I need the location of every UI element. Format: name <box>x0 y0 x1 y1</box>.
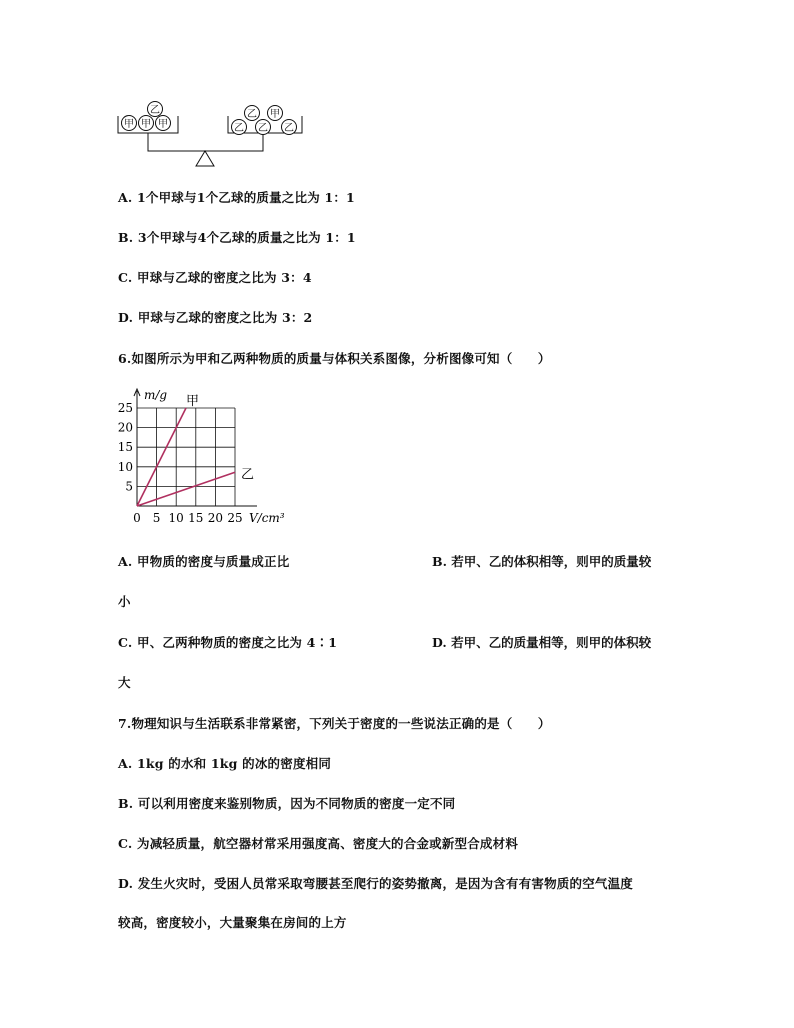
q7-stem: 7.物理知识与生活联系非常紧密，下列关于密度的一些说法正确的是（ ） <box>118 716 551 731</box>
ball-label: 甲 <box>141 119 151 130</box>
fulcrum <box>196 151 214 166</box>
q7-option-c: C. 为减轻质量，航空器材常采用强度高、密度大的合金或新型合成材料 <box>118 836 519 851</box>
x-tick-label: 15 <box>188 511 204 525</box>
q6-option-b: B. 若甲、乙的体积相等，则甲的质量较 <box>432 554 652 569</box>
y-tick-label: 5 <box>125 479 133 494</box>
q5-option-b: B. 3个甲球与4个乙球的质量之比为 1：1 <box>118 230 356 245</box>
x-tick-label: 0 <box>133 511 141 525</box>
q6-option-b-continued: 小 <box>118 594 131 609</box>
x-tick-label: 25 <box>227 511 243 525</box>
balance-figure <box>0 0 794 180</box>
x-tick-label: 5 <box>152 511 161 525</box>
ball-left-2 <box>156 116 171 131</box>
ball-label: 乙 <box>284 123 294 134</box>
q6-option-d-continued: 大 <box>118 675 131 690</box>
q6-option-a: A. 甲物质的密度与质量成正比 <box>118 554 290 569</box>
q7-option-d-continued: 较高，密度较小，大量聚集在房间的上方 <box>118 915 347 930</box>
ball-left-3 <box>148 102 163 117</box>
ball-label: 甲 <box>124 119 134 130</box>
ball-left-0 <box>122 116 137 131</box>
y-tick-label: 20 <box>117 420 133 435</box>
y-tick-label: 10 <box>117 459 133 474</box>
q5-option-a: A. 1个甲球与1个乙球的质量之比为 1：1 <box>118 190 355 205</box>
x-axis-label: V/cm³ <box>249 511 285 525</box>
q7-option-d: D. 发生火灾时，受困人员常采取弯腰甚至爬行的姿势撤离，是因为含有有害物质的空气温度 <box>118 876 633 891</box>
ball-label: 甲 <box>158 119 168 130</box>
ball-right-4 <box>268 106 283 121</box>
y-tick-label: 15 <box>117 440 133 455</box>
ball-label: 乙 <box>247 109 257 120</box>
ball-label: 乙 <box>258 123 268 134</box>
q6-stem: 6.如图所示为甲和乙两种物质的质量与体积关系图像，分析图像可知（ ） <box>118 351 551 366</box>
y-axis-label: m/g <box>144 388 168 402</box>
y-tick-label: 25 <box>117 401 133 415</box>
ball-label: 乙 <box>150 105 160 116</box>
x-tick-label: 10 <box>168 511 184 525</box>
q6-option-d: D. 若甲、乙的质量相等，则甲的体积较 <box>432 635 652 650</box>
q6-option-c: C. 甲、乙两种物质的密度之比为 4∶1 <box>118 635 338 650</box>
q5-option-d: D. 甲球与乙球的密度之比为 3：2 <box>118 310 313 325</box>
balance-beam <box>148 133 263 151</box>
mass-volume-chart <box>112 385 312 530</box>
ball-right-2 <box>256 120 271 135</box>
q7-option-a: A. 1kg 的水和 1kg 的冰的密度相同 <box>118 756 332 771</box>
x-tick-label: 20 <box>207 511 224 525</box>
ball-left-1 <box>139 116 154 131</box>
ball-label: 甲 <box>270 109 280 120</box>
q5-option-c: C. 甲球与乙球的密度之比为 3：4 <box>118 270 312 285</box>
q7-option-b: B. 可以利用密度来鉴别物质，因为不同物质的密度一定不同 <box>118 796 456 811</box>
ball-right-3 <box>282 120 297 135</box>
ball-right-0 <box>245 106 260 121</box>
series-label-1: 乙 <box>241 467 255 483</box>
series-label-0: 甲 <box>186 394 200 409</box>
ball-right-1 <box>232 120 247 135</box>
ball-label: 乙 <box>234 123 244 134</box>
